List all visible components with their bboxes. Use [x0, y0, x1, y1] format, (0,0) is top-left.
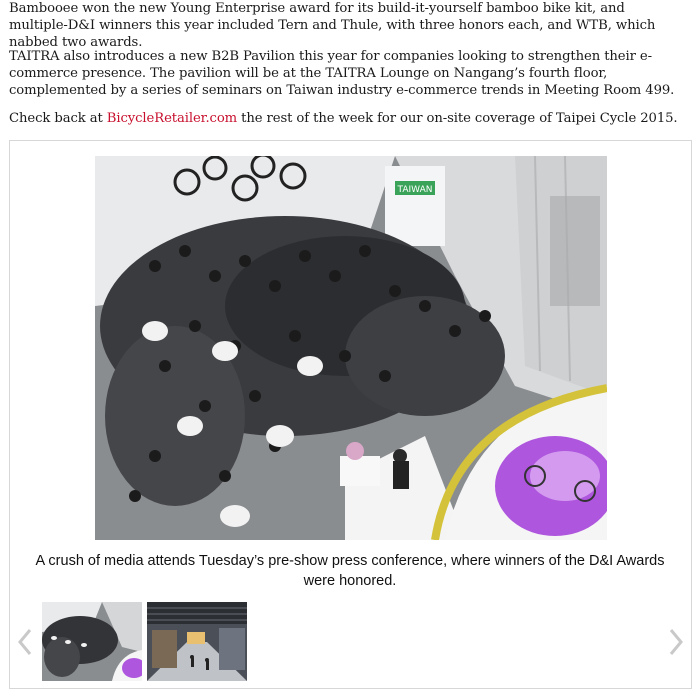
- gallery-thumbnail[interactable]: [147, 602, 247, 681]
- paragraph-text: Check back at: [9, 111, 107, 126]
- previous-arrow-icon[interactable]: [14, 627, 36, 657]
- next-arrow-icon[interactable]: [665, 627, 687, 657]
- article-paragraph: Bambooee won the new Young Enterprise award for its build-it-yourself bamboo bike kit, and multiple-D&I winners this year included Tern and Thule, with three honors each, and WTB, which nabbed two awards.: [9, 1, 656, 50]
- booth-sign-text: TAIWAN: [397, 185, 433, 195]
- press-conference-photo: [95, 156, 607, 540]
- gallery-thumbnail[interactable]: [42, 602, 142, 681]
- paragraph-text: the rest of the week for our on-site coverage of Taipei Cycle 2015.: [237, 111, 678, 126]
- main-photo: [95, 156, 607, 540]
- article-paragraph: [9, 110, 685, 127]
- photo-gallery: [9, 140, 692, 689]
- bicycle-retailer-link[interactable]: BicycleRetailer.com: [106, 111, 238, 126]
- photo-caption: A crush of media attends Tuesday’s pre-show press conference, where winners of the D&I Awards were honored.: [35, 553, 665, 589]
- article-paragraph: TAITRA also introduces a new B2B Pavilion this year for companies looking to strengthen their e-commerce presence. The pavilion will be at the TAITRA Lounge on Nangang’s fourth floor, complemented by a series of seminars on Taiwan industry e-commerce trends in Meeting Room 499.: [9, 49, 675, 98]
